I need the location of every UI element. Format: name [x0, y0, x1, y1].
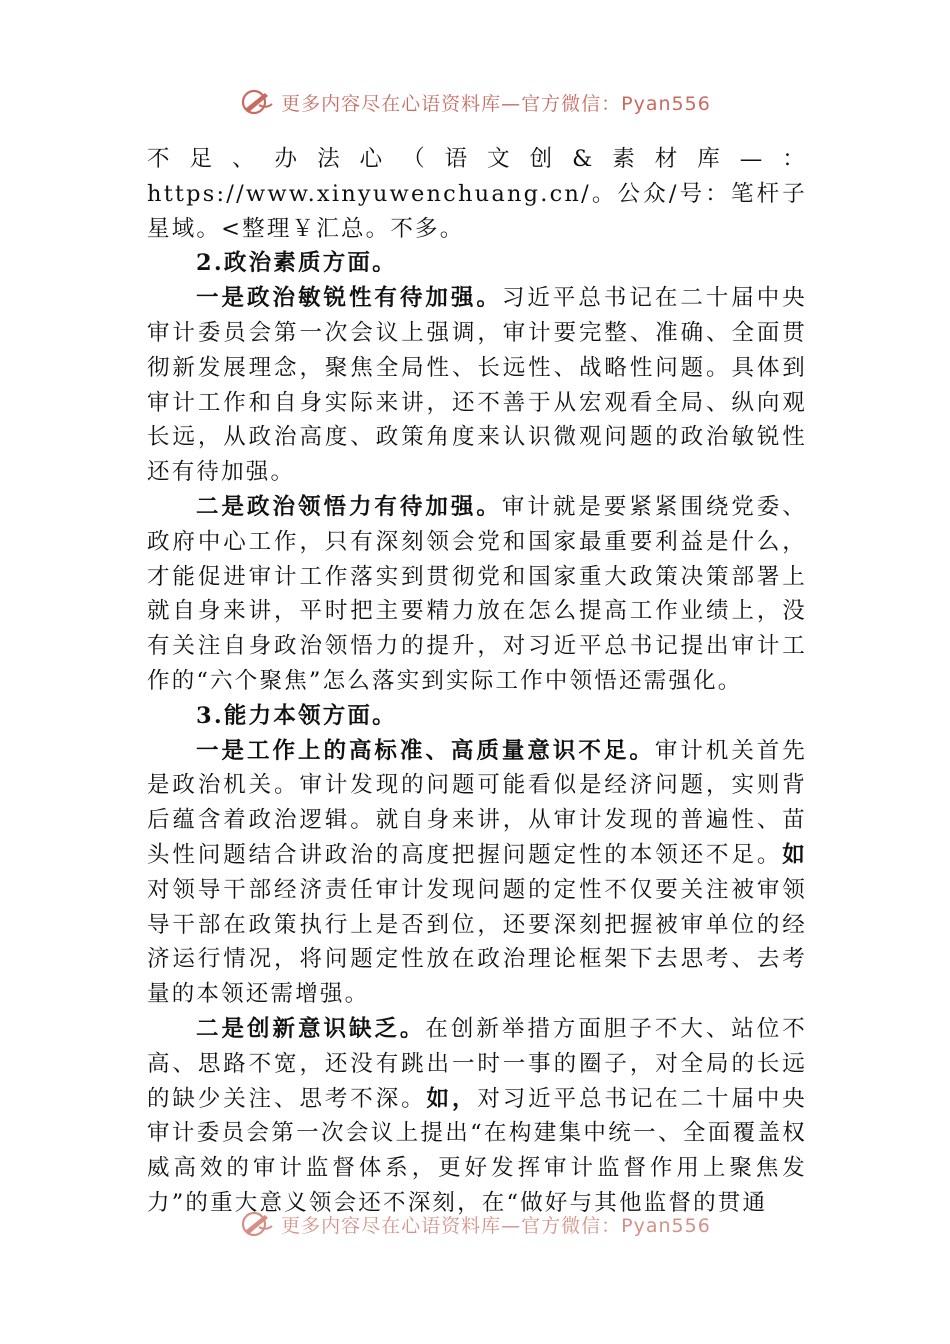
body-text: 在创新举措方面胆子不大、站位不高、思路不宽，还没有跳出一时一事的圈子，对全局的长远的缺少关注、思考不深。: [147, 1015, 807, 1112]
logo-icon: [239, 1209, 275, 1239]
body-text: 审计就是要紧紧围绕党委、政府中心工作，只有深刻领会党和国家最重要利益是什么，才能促进审计工作落实到贯彻党和国家重大政策决策部署上就自身来讲，平时把主要精力放在怎么提高工作业绩上，没有关注自身政治领悟力的提升，对习近平总书记提出审计工作的“六个聚焦”怎么落实到实际工作中领悟还需强化。: [147, 493, 807, 694]
paragraph-political-comprehension: [147, 490, 807, 699]
lead-sentence: 一是工作上的高标准、高质量意识不足。: [196, 737, 655, 764]
body-text: 审计机关首先是政治机关。审计发现的问题可能看似是经济问题，实则背后蕴含着政治逻辑。就自身来讲，从审计发现的普遍性、苗头性问题结合讲政治的高度把握问题定性的本领还不足。: [147, 737, 807, 868]
watermark-header: [0, 80, 950, 124]
body-text-continued: 对习近平总书记在二十届中央审计委员会第一次会议上提出“在构建集中统一、全面覆盖权威高效的审计监督体系，更好发挥审计监督作用上聚焦发力”的重大意义领会还不深刻，在“做好与其他监督的贯通: [147, 1085, 807, 1216]
example-marker: 如，: [426, 1085, 478, 1112]
watermark-text: 更多内容尽在心语资料库—官方微信：Pyan556: [281, 1214, 711, 1237]
watermark-footer: [0, 1202, 950, 1246]
lead-sentence: 一是政治敏锐性有待加强。: [196, 285, 502, 312]
section-heading-2: 2.政治素质方面。: [196, 250, 397, 277]
paragraph-political-sensitivity: [147, 281, 807, 490]
section-heading-3: 3.能力本领方面。: [196, 702, 397, 729]
watermark-text: 更多内容尽在心语资料库—官方微信：Pyan556: [281, 92, 711, 115]
body-text: 习近平总书记在二十届中央审计委员会第一次会议上强调，审计要完整、准确、全面贯彻新发展理念，聚焦全局性、长远性、战略性问题。具体到审计工作和自身实际来讲，还不善于从宏观看全局、纵向观长远，从政治高度、政策角度来认识微观问题的政治敏锐性还有待加强。: [147, 285, 807, 486]
logo-icon: [239, 87, 275, 117]
lead-sentence: 二是政治领悟力有待加强。: [196, 493, 502, 520]
document-body: [147, 142, 807, 1221]
paragraph-innovation: [147, 1012, 807, 1221]
example-marker: 如: [782, 841, 807, 868]
paragraph-quality-awareness: [147, 734, 807, 1012]
paragraph-intro-text: 不足、办法心（语文创&素材库—：https://www.xinyuwenchuang.cn/。公众/号：笔杆子星域。<整理￥汇总。不多。: [147, 146, 807, 242]
paragraph-intro: [147, 142, 807, 246]
lead-sentence: 二是创新意识缺乏。: [196, 1015, 426, 1042]
body-text-continued: 对领导干部经济责任审计发现问题的定性不仅要关注被审领导干部在政策执行上是否到位，还要深刻把握被审单位的经济运行情况，将问题定性放在政治理论框架下去思考、去考量的本领还需增强。: [147, 876, 807, 1008]
